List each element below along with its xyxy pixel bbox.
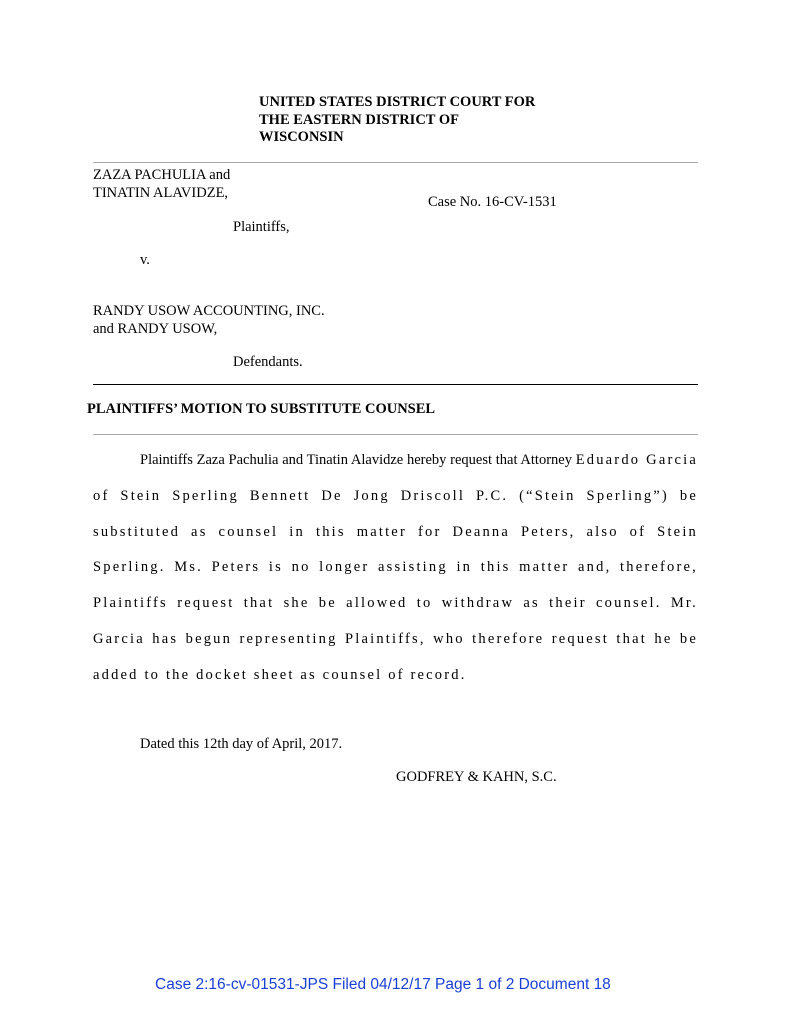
document-title: PLAINTIFFS’ MOTION TO SUBSTITUTE COUNSEL: [87, 401, 436, 417]
court-line-3: WISCONSIN: [259, 129, 344, 145]
plaintiff-names: [93, 166, 230, 202]
caption-top-rule: [93, 162, 698, 163]
firm-name: GODFREY & KAHN, S.C.: [396, 769, 557, 785]
versus-label: v.: [140, 252, 150, 268]
plaintiff-line-2: TINATIN ALAVIDZE,: [93, 185, 229, 201]
court-line-2: THE EASTERN DISTRICT OF: [259, 111, 459, 128]
dated-line: Dated this 12th day of April, 2017.: [140, 736, 343, 752]
court-line-1: UNITED STATES DISTRICT COURT FOR: [259, 94, 536, 110]
filing-stamp: Case 2:16-cv-01531-JPS Filed 04/12/17 Page 1 of 2 Document 18: [155, 976, 611, 993]
defendant-line-2: and RANDY USOW,: [93, 321, 218, 337]
title-rule: [93, 434, 698, 435]
motion-body: [93, 443, 698, 694]
defendants-label: Defendants.: [233, 354, 303, 370]
court-header: [259, 94, 579, 147]
plaintiffs-label: Plaintiffs,: [233, 219, 290, 235]
plaintiff-line-1: ZAZA PACHULIA and: [93, 167, 231, 183]
case-number: Case No. 16-CV-1531: [428, 194, 557, 210]
motion-body-rest: Eduardo Garcia of Stein Sperling Bennett De Jong Driscoll P.C. (“Stein Sperling”) be substituted as counsel in this matter for Deanna Peters, also of Stein Sperling. Ms. Peters is no longer assisting in this matter and, therefore, Plaintiffs request that she be allowed to withdraw as their counsel. Mr. Garcia has begun representing Plaintiffs, who therefore request that he be added to the docket sheet as counsel of record.: [93, 452, 698, 683]
defendant-names: [93, 302, 325, 338]
defendant-line-1: RANDY USOW ACCOUNTING, INC.: [93, 303, 325, 319]
motion-body-first: Plaintiffs Zaza Pachulia and Tinatin Alavidze hereby request that Attorney: [140, 452, 572, 468]
caption-bottom-rule: [93, 384, 698, 385]
